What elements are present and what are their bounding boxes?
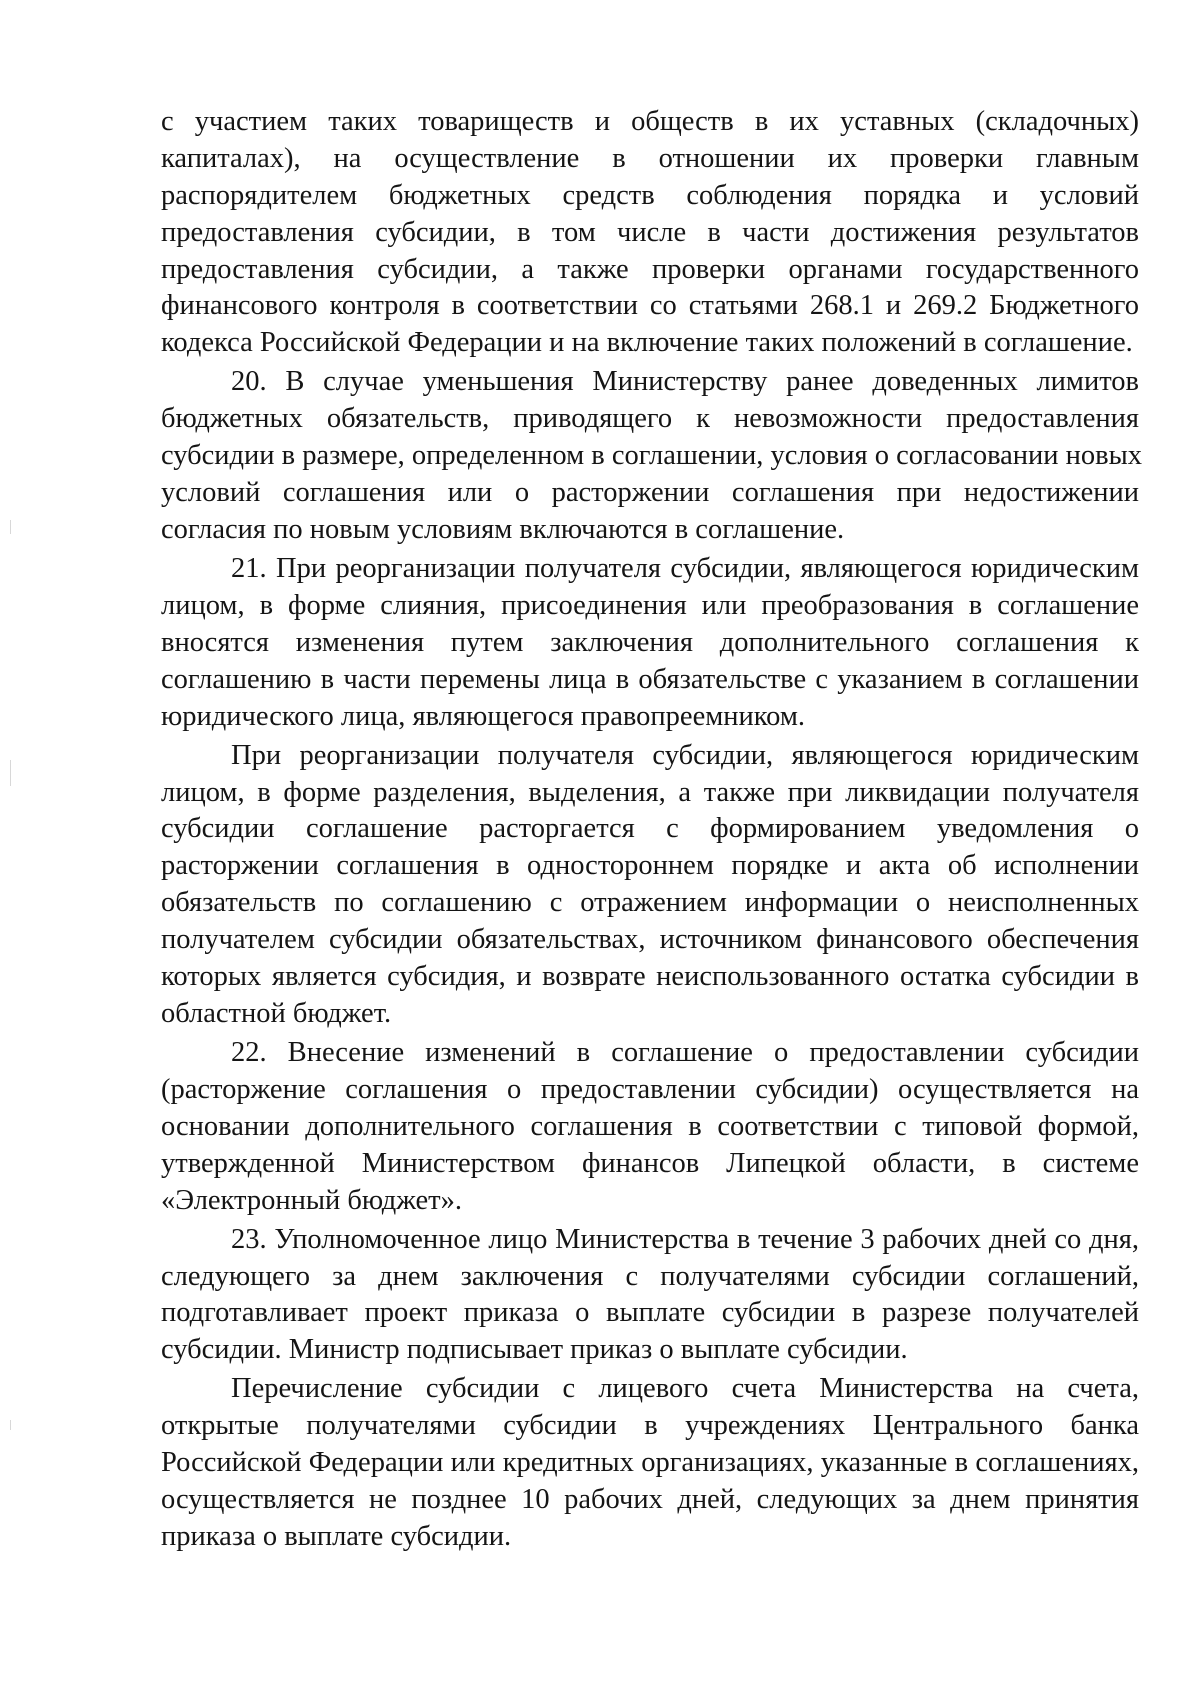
text-line: основании дополнительного соглашения в соответствии с типовой формой, — [161, 1110, 1139, 1142]
text-line: субсидии в размере, определенном в соглашении, условия о согласовании новых — [161, 440, 1143, 472]
text-line: Перечисление субсидии с лицевого счета Министерства на счета, — [231, 1373, 1139, 1405]
text-line: субсидии. Министр подписывает приказ о выплате субсидии. — [161, 1334, 908, 1366]
text-line: «Электронный бюджет». — [161, 1184, 463, 1216]
text-line: капиталах), на осуществление в отношении их проверки главным — [161, 142, 1139, 174]
text-line: условий соглашения или о расторжении соглашения при недостижении — [161, 477, 1139, 509]
text-line: с участием таких товариществ и обществ в их уставных (складочных) — [161, 106, 1139, 137]
paragraph-p-21 — [161, 551, 1139, 735]
text-line: областной бюджет. — [161, 997, 392, 1029]
text-line: открытые получателями субсидии в учреждениях Центрального банка — [161, 1410, 1139, 1442]
text-line: 23. Уполномоченное лицо Министерства в течение 3 рабочих дней со дня, — [231, 1223, 1139, 1255]
paragraph-p-21-2 — [161, 738, 1139, 1033]
text-line: 21. При реорганизации получателя субсидии, являющегося юридическим — [231, 553, 1139, 585]
paragraph-p-23 — [161, 1222, 1139, 1370]
text-line: лицом, в форме слияния, присоединения или преобразования в соглашение — [161, 589, 1139, 621]
text-line: юридического лица, являющегося правопреемником. — [161, 700, 806, 732]
text-line: которых является субсидия, и возврате неиспользованного остатка субсидии в — [161, 961, 1139, 993]
text-line: Российской Федерации или кредитных организациях, указанные в соглашениях, — [161, 1447, 1139, 1479]
scan-edge-mark — [10, 760, 11, 786]
scan-edge-mark — [10, 1420, 11, 1430]
text-line: При реорганизации получателя субсидии, являющегося юридическим — [231, 739, 1139, 771]
text-line: утвержденной Министерством финансов Липецкой области, в системе — [161, 1147, 1139, 1179]
document-body — [161, 104, 1143, 1556]
scan-edge-mark — [10, 520, 11, 534]
text-line: соглашению в части перемены лица в обязательстве с указанием в соглашении — [161, 663, 1139, 695]
paragraph-p-20 — [161, 364, 1143, 548]
text-line: кодекса Российской Федерации и на включение таких положений в соглашение. — [161, 327, 1133, 359]
text-line: следующего за днем заключения с получателями субсидии соглашений, — [161, 1260, 1139, 1292]
text-line: субсидии соглашение расторгается с формированием уведомления о — [161, 813, 1139, 845]
text-line: лицом, в форме разделения, выделения, а также при ликвидации получателя — [161, 776, 1139, 808]
text-line: обязательств по соглашению с отражением информации о неисполненных — [161, 887, 1139, 919]
text-line: 20. В случае уменьшения Министерству ранее доведенных лимитов — [231, 366, 1139, 398]
text-line: согласия по новым условиям включаются в соглашение. — [161, 513, 845, 545]
text-line: (расторжение соглашения о предоставлении субсидии) осуществляется на — [161, 1073, 1139, 1105]
text-line: предоставления субсидии, в том числе в части достижения результатов — [161, 216, 1139, 248]
paragraph-p-continuation — [161, 104, 1139, 362]
text-line: вносятся изменения путем заключения дополнительного соглашения к — [161, 626, 1139, 658]
text-line: расторжении соглашения в одностороннем порядке и акта об исполнении — [161, 850, 1139, 882]
text-line: 22. Внесение изменений в соглашение о предоставлении субсидии — [231, 1037, 1139, 1069]
text-line: бюджетных обязательств, приводящего к невозможности предоставления — [161, 403, 1139, 435]
text-line: подготавливает проект приказа о выплате субсидии в разрезе получателей — [161, 1297, 1139, 1329]
text-line: предоставления субсидии, а также проверки органами государственного — [161, 253, 1139, 285]
text-line: получателем субсидии обязательствах, источником финансового обеспечения — [161, 924, 1139, 956]
text-line: распорядителем бюджетных средств соблюдения порядка и условий — [161, 179, 1139, 211]
text-line: приказа о выплате субсидии. — [161, 1520, 512, 1552]
paragraph-p-22 — [161, 1035, 1139, 1219]
paragraph-p-23-2 — [161, 1371, 1139, 1555]
text-line: осуществляется не позднее 10 рабочих дней, следующих за днем принятия — [161, 1484, 1139, 1516]
text-line: финансового контроля в соответствии со статьями 268.1 и 269.2 Бюджетного — [161, 290, 1139, 322]
